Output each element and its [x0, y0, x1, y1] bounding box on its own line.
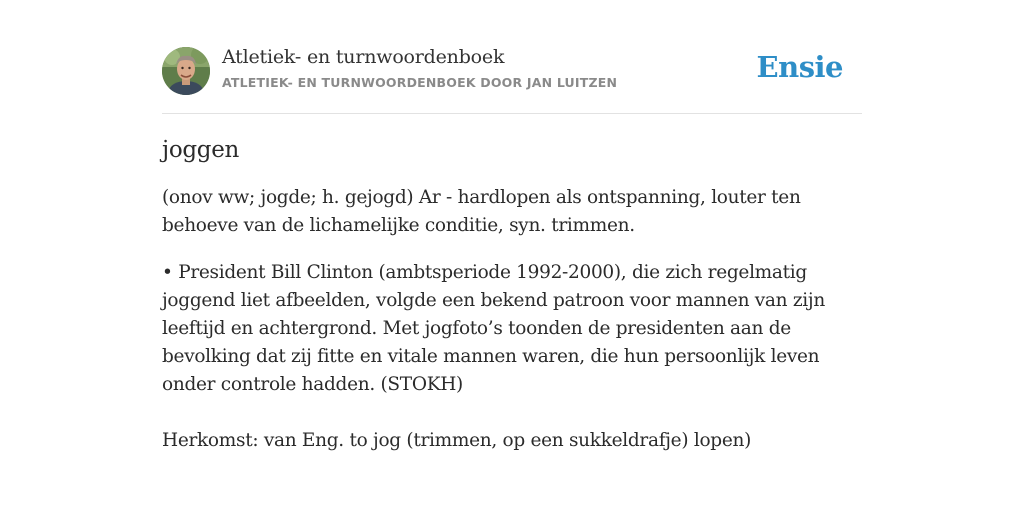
entry-definition: (onov ww; jogde; h. gejogd) Ar - hardlopen als ontspanning, louter ten behoeve van de lichamelijke conditie, syn. trimmen. [162, 187, 801, 236]
entry-origin: Herkomst: van Eng. to jog (trimmen, op een sukkeldrafje) lopen) [162, 430, 751, 451]
header [162, 44, 862, 114]
avatar-photo-icon [162, 47, 210, 95]
ensie-logo[interactable]: Ensie [756, 50, 843, 84]
entry-example: • President Bill Clinton (ambtsperiode 1992-2000), die zich regelmatig joggend liet afbeelden, volgde een bekend patroon voor mannen van zijn leeftijd en achtergrond. Met jogfoto’s toonden de presidenten aan de bevolking dat zij fitte en vitale mannen waren, die hun persoonlijk leven onder controle hadden. (STOKH) [162, 262, 825, 395]
entry-card [162, 44, 862, 455]
author-avatar[interactable] [162, 47, 210, 95]
dictionary-subtitle: ATLETIEK- EN TURNWOORDENBOEK DOOR JAN LUITZEN [222, 75, 618, 90]
dictionary-title[interactable]: Atletiek- en turnwoordenboek [222, 46, 505, 68]
entry-term: joggen [162, 137, 240, 163]
